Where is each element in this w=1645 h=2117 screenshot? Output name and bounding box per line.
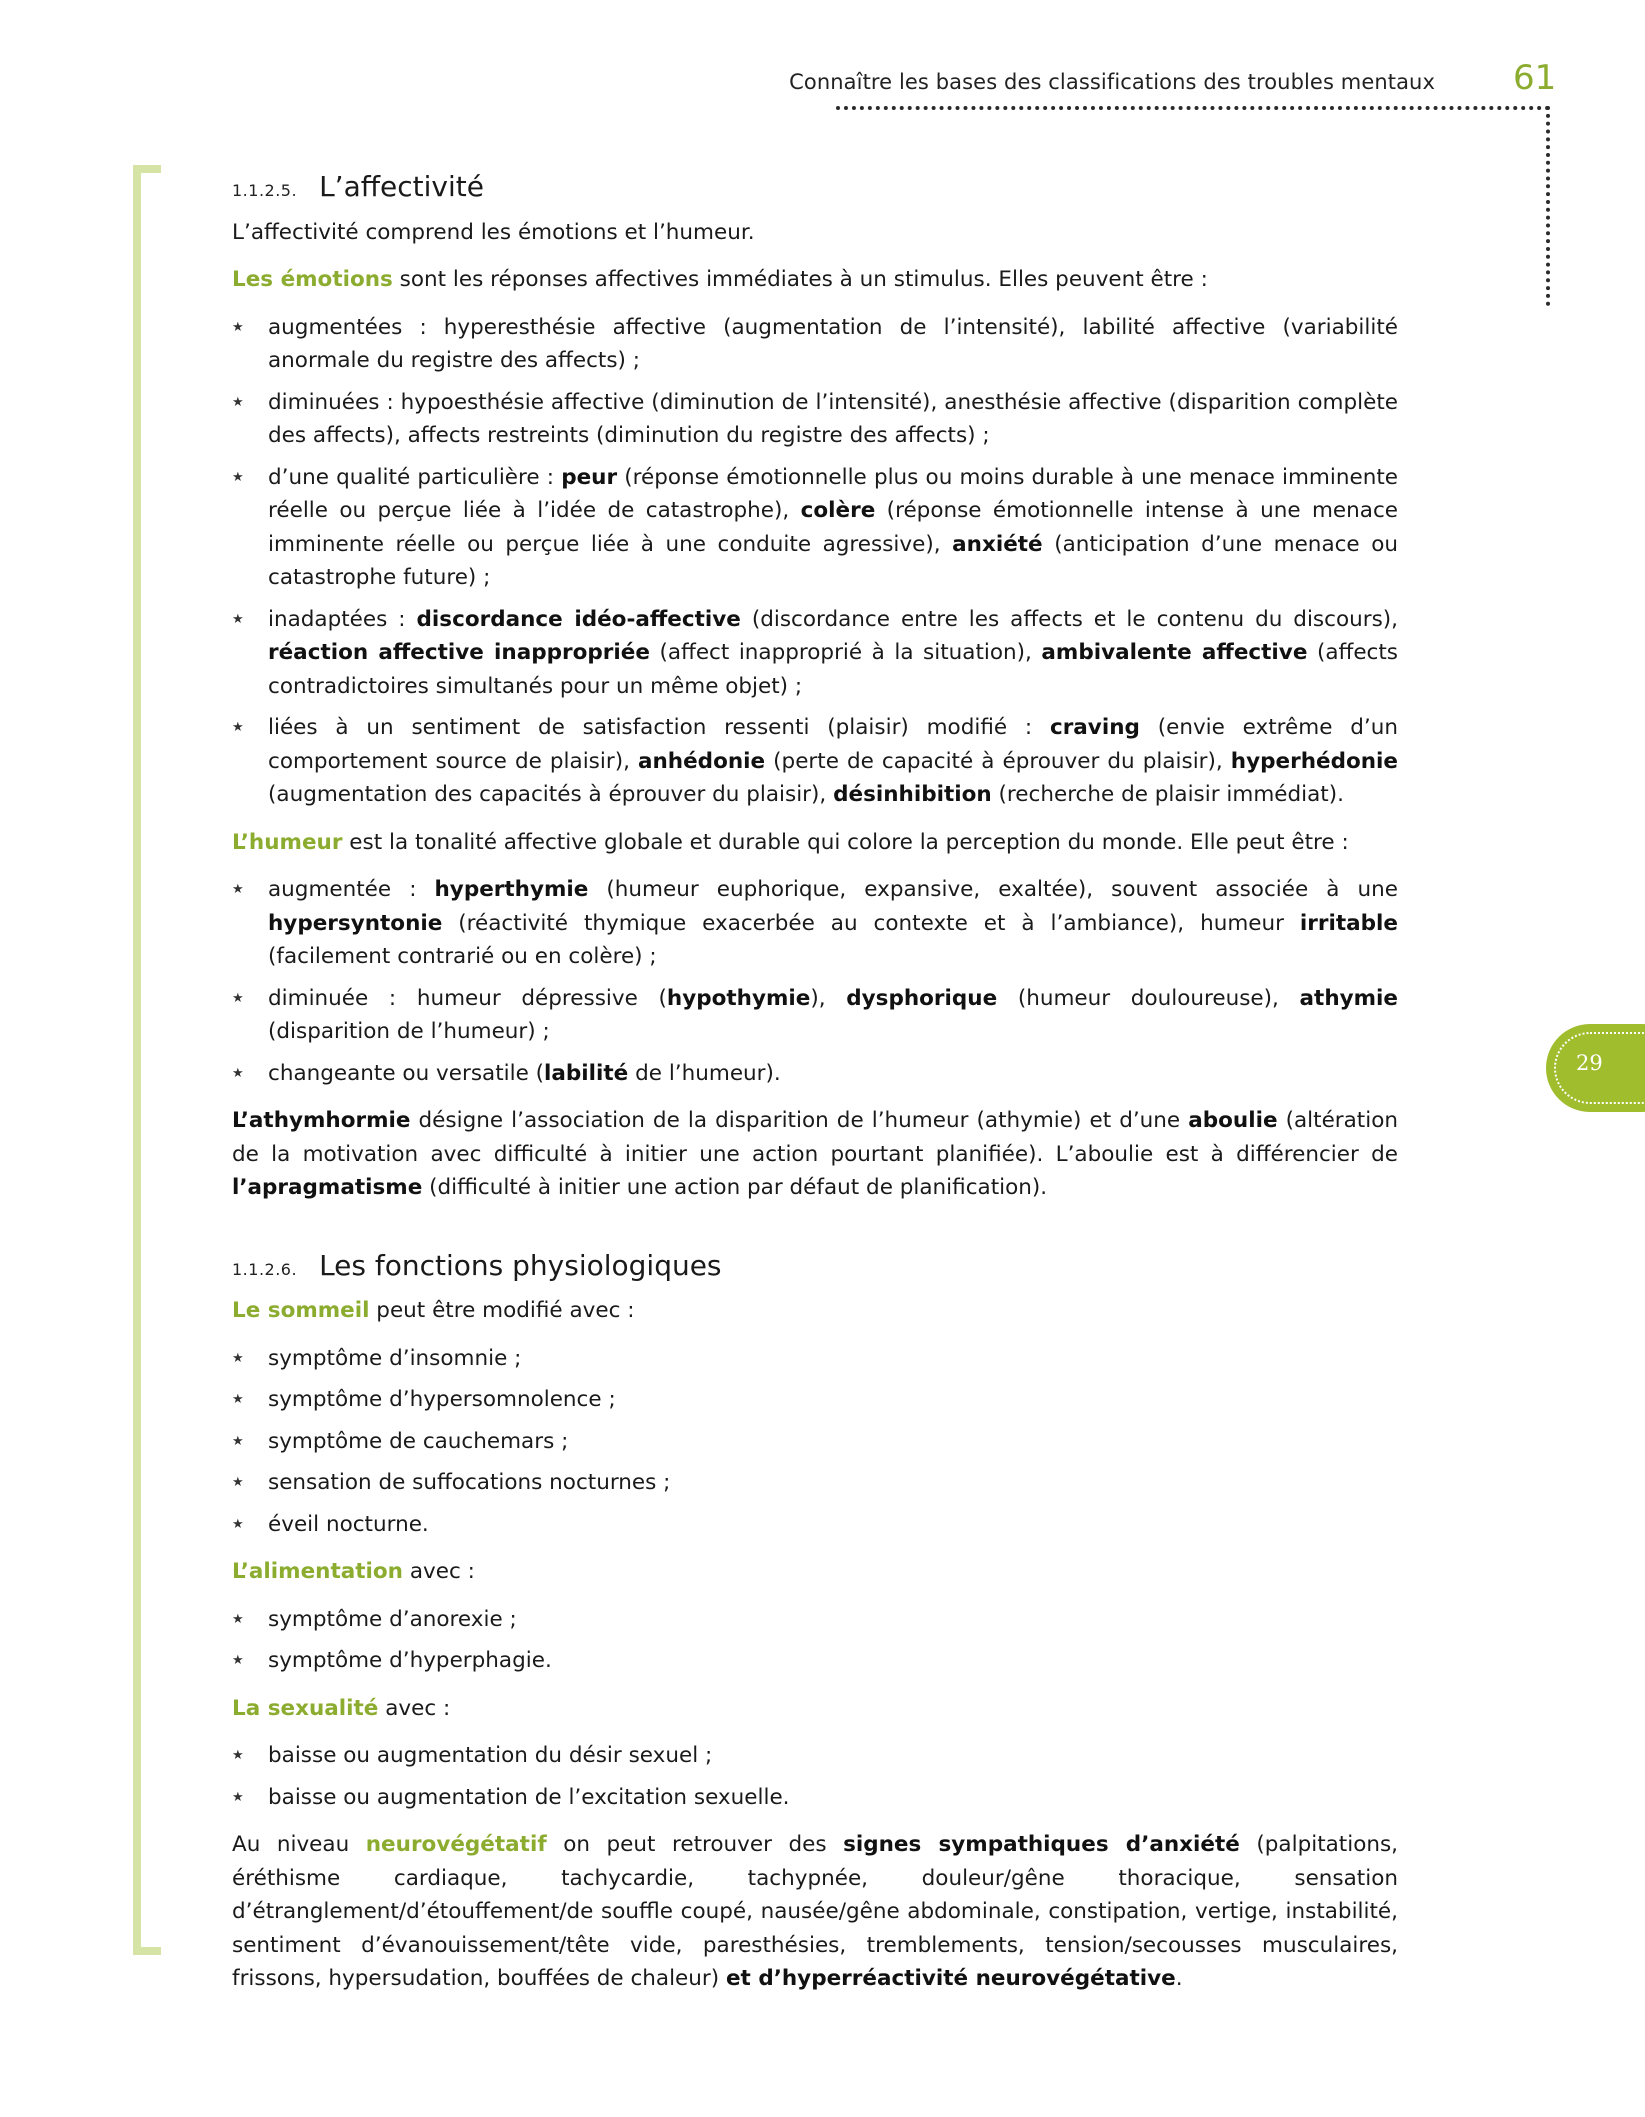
list-item: ★ symptôme d’hyperphagie. xyxy=(232,1644,1398,1678)
text: (anticipation d’une menace ou catastrophe future) ; xyxy=(268,531,1398,590)
list-item xyxy=(232,1057,1398,1091)
list-sexualite xyxy=(232,1739,1398,1814)
list-item xyxy=(232,982,1398,1049)
text: désigne l’association de la disparition de l’humeur (athymie) et d’une xyxy=(410,1108,1189,1133)
text: avec : xyxy=(378,1695,451,1721)
keyword: aboulie xyxy=(1188,1108,1278,1133)
term-humeur: L’humeur xyxy=(232,829,343,855)
section-gap xyxy=(232,1219,1398,1249)
list-item xyxy=(232,386,1398,453)
text: liées à un sentiment de satisfaction ressenti (plaisir) modifié : xyxy=(268,715,1050,740)
keyword: irritable xyxy=(1299,910,1398,936)
text: . xyxy=(1175,1966,1183,1991)
keyword: anxiété xyxy=(952,531,1043,557)
list-item xyxy=(232,711,1398,812)
keyword: peur xyxy=(561,464,618,490)
keyword: ambivalente affective xyxy=(1041,640,1308,665)
keyword: L’athymhormie xyxy=(232,1108,411,1133)
text: diminuée : humeur dépressive ( xyxy=(268,985,667,1011)
text: diminuées : hypoesthésie affective (diminution de l’intensité), anesthésie affective (disparition complète des affects), affects restreints (diminution du registre des affects) ; xyxy=(268,389,1398,448)
list-item: ★ symptôme d’hypersomnolence ; xyxy=(232,1383,1398,1417)
text: (envie extrême d’un comportement source de plaisir), xyxy=(268,715,1398,774)
text: avec : xyxy=(402,1559,475,1584)
keyword: et d’hyperréactivité neurovégétative xyxy=(725,1966,1176,1991)
text: (humeur douloureuse), xyxy=(997,985,1300,1011)
text: (disparition de l’humeur) ; xyxy=(268,1019,550,1044)
keyword: l’apragmatisme xyxy=(232,1175,423,1200)
text: ), xyxy=(810,985,847,1011)
keyword: hyperhédonie xyxy=(1230,748,1398,774)
keyword: hypothymie xyxy=(666,985,811,1011)
text: sont les réponses affectives immédiates à un stimulus. Elles peuvent être : xyxy=(392,267,1208,292)
section-number: 1.1.2.5. xyxy=(232,181,298,200)
list-emotions xyxy=(232,311,1398,812)
paragraph-sexualite xyxy=(232,1692,1398,1726)
list-item xyxy=(232,461,1398,595)
term-alimentation: L’alimentation xyxy=(232,1559,403,1584)
keyword: athymie xyxy=(1299,985,1398,1011)
keyword: désinhibition xyxy=(833,782,992,807)
paragraph-sommeil xyxy=(232,1294,1398,1328)
text: (affects contradictoires simultanés pour un même objet) ; xyxy=(268,640,1398,699)
list-item: ★ baisse ou augmentation du désir sexuel ; xyxy=(232,1739,1398,1773)
keyword: discordance idéo-affective xyxy=(416,606,741,632)
text: est la tonalité affective globale et durable qui colore la perception du monde. Elle peut être : xyxy=(342,829,1349,855)
keyword: signes sympathiques d’anxiété xyxy=(843,1832,1240,1857)
keyword: craving xyxy=(1049,715,1140,740)
section-title: Les fonctions physiologiques xyxy=(319,1248,722,1282)
keyword: hypersyntonie xyxy=(268,910,443,936)
page-number: 61 xyxy=(1513,58,1557,98)
keyword: labilité xyxy=(544,1060,629,1086)
page-content xyxy=(232,170,1398,2010)
section-title: L’affectivité xyxy=(319,170,484,203)
text: (recherche de plaisir immédiat). xyxy=(991,782,1344,807)
content-bracket xyxy=(133,165,161,1955)
paragraph-emotions xyxy=(232,263,1398,297)
text: Au niveau xyxy=(232,1832,366,1857)
list-item: ★ éveil nocturne. xyxy=(232,1508,1398,1542)
paragraph-alimentation xyxy=(232,1555,1398,1589)
text: (affect inapproprié à la situation), xyxy=(649,640,1042,665)
list-item: ★ symptôme d’insomnie ; xyxy=(232,1342,1398,1376)
text: (réponse émotionnelle intense à une menace imminente réelle ou perçue liée à une conduite agressive), xyxy=(268,498,1399,557)
list-item: ★ symptôme d’anorexie ; xyxy=(232,1603,1398,1637)
keyword: dysphorique xyxy=(846,985,998,1011)
text: (perte de capacité à éprouver du plaisir), xyxy=(765,748,1231,774)
list-item xyxy=(232,311,1398,378)
paragraph-neurovegetatif xyxy=(232,1828,1398,1996)
text: de l’humeur). xyxy=(628,1060,781,1086)
paragraph-humeur xyxy=(232,826,1398,860)
term-neurovegetatif: neurovégétatif xyxy=(365,1832,547,1857)
text: (altération de la motivation avec difficulté à initier une action pourtant planifiée). L’aboulie est à différencier de xyxy=(232,1108,1398,1167)
text: (réactivité thymique exacerbée au contexte et à l’ambiance), humeur xyxy=(442,910,1300,936)
text: (difficulté à initier une action par défaut de planification). xyxy=(422,1175,1048,1200)
paragraph-athymhormie xyxy=(232,1104,1398,1205)
chapter-tab xyxy=(1546,1024,1645,1112)
text: (facilement contrarié ou en colère) ; xyxy=(268,944,657,969)
keyword: colère xyxy=(800,498,876,523)
running-header-title: Connaître les bases des classifications des troubles mentaux xyxy=(789,70,1435,94)
keyword: réaction affective inappropriée xyxy=(268,640,650,665)
term-sexualite: La sexualité xyxy=(232,1695,379,1721)
header-dotted-rule-vertical xyxy=(1546,106,1550,306)
header-dotted-rule xyxy=(836,106,1550,110)
text: changeante ou versatile ( xyxy=(268,1060,545,1086)
paragraph-intro: L’affectivité comprend les émotions et l’humeur. xyxy=(232,219,755,245)
list-item xyxy=(232,603,1398,704)
list-item: ★ sensation de suffocations nocturnes ; xyxy=(232,1466,1398,1500)
list-humeur xyxy=(232,873,1398,1090)
text: augmentées : hyperesthésie affective (augmentation de l’intensité), labilité affective (variabilité anormale du registre des affects) ; xyxy=(268,314,1398,373)
section-number: 1.1.2.6. xyxy=(232,1259,298,1279)
list-alimentation xyxy=(232,1603,1398,1678)
text: augmentée : xyxy=(268,877,435,902)
text: (réponse émotionnelle plus ou moins durable à une menace imminente réelle ou perçue liée à l’idée de catastrophe), xyxy=(268,464,1398,523)
text: inadaptées : xyxy=(268,606,417,632)
chapter-number: 29 xyxy=(1576,1051,1603,1075)
section-heading-affectivite xyxy=(232,170,1398,208)
list-item: ★ baisse ou augmentation de l’excitation sexuelle. xyxy=(232,1781,1398,1815)
text: (discordance entre les affects et le contenu du discours), xyxy=(740,606,1398,632)
section-heading-fonctions xyxy=(232,1249,1398,1287)
list-item xyxy=(232,873,1398,974)
text: (humeur euphorique, expansive, exaltée), souvent associée à une xyxy=(588,877,1398,902)
text: d’une qualité particulière : xyxy=(268,464,562,490)
list-sommeil xyxy=(232,1342,1398,1542)
term-sommeil: Le sommeil xyxy=(232,1298,370,1323)
text: (augmentation des capacités à éprouver du plaisir), xyxy=(268,782,834,807)
text: peut être modifié avec : xyxy=(369,1298,635,1323)
text: (palpitations, éréthisme cardiaque, tachycardie, tachypnée, douleur/gêne thoracique, sensation d’étranglement/d’étouffement/de souffle coupé, nausée/gêne abdominale, constipation, vertige, instabilité, sentiment d’évanouissement/tête vide, paresthésies, tremblements, tension/secousses musculaires, frissons, hypersudation, bouffées de chaleur) xyxy=(232,1832,1399,1991)
term-emotions: Les émotions xyxy=(232,267,393,292)
list-item: ★ symptôme de cauchemars ; xyxy=(232,1425,1398,1459)
keyword: anhédonie xyxy=(637,748,766,774)
text: on peut retrouver des xyxy=(546,1832,844,1857)
keyword: hyperthymie xyxy=(434,877,589,902)
